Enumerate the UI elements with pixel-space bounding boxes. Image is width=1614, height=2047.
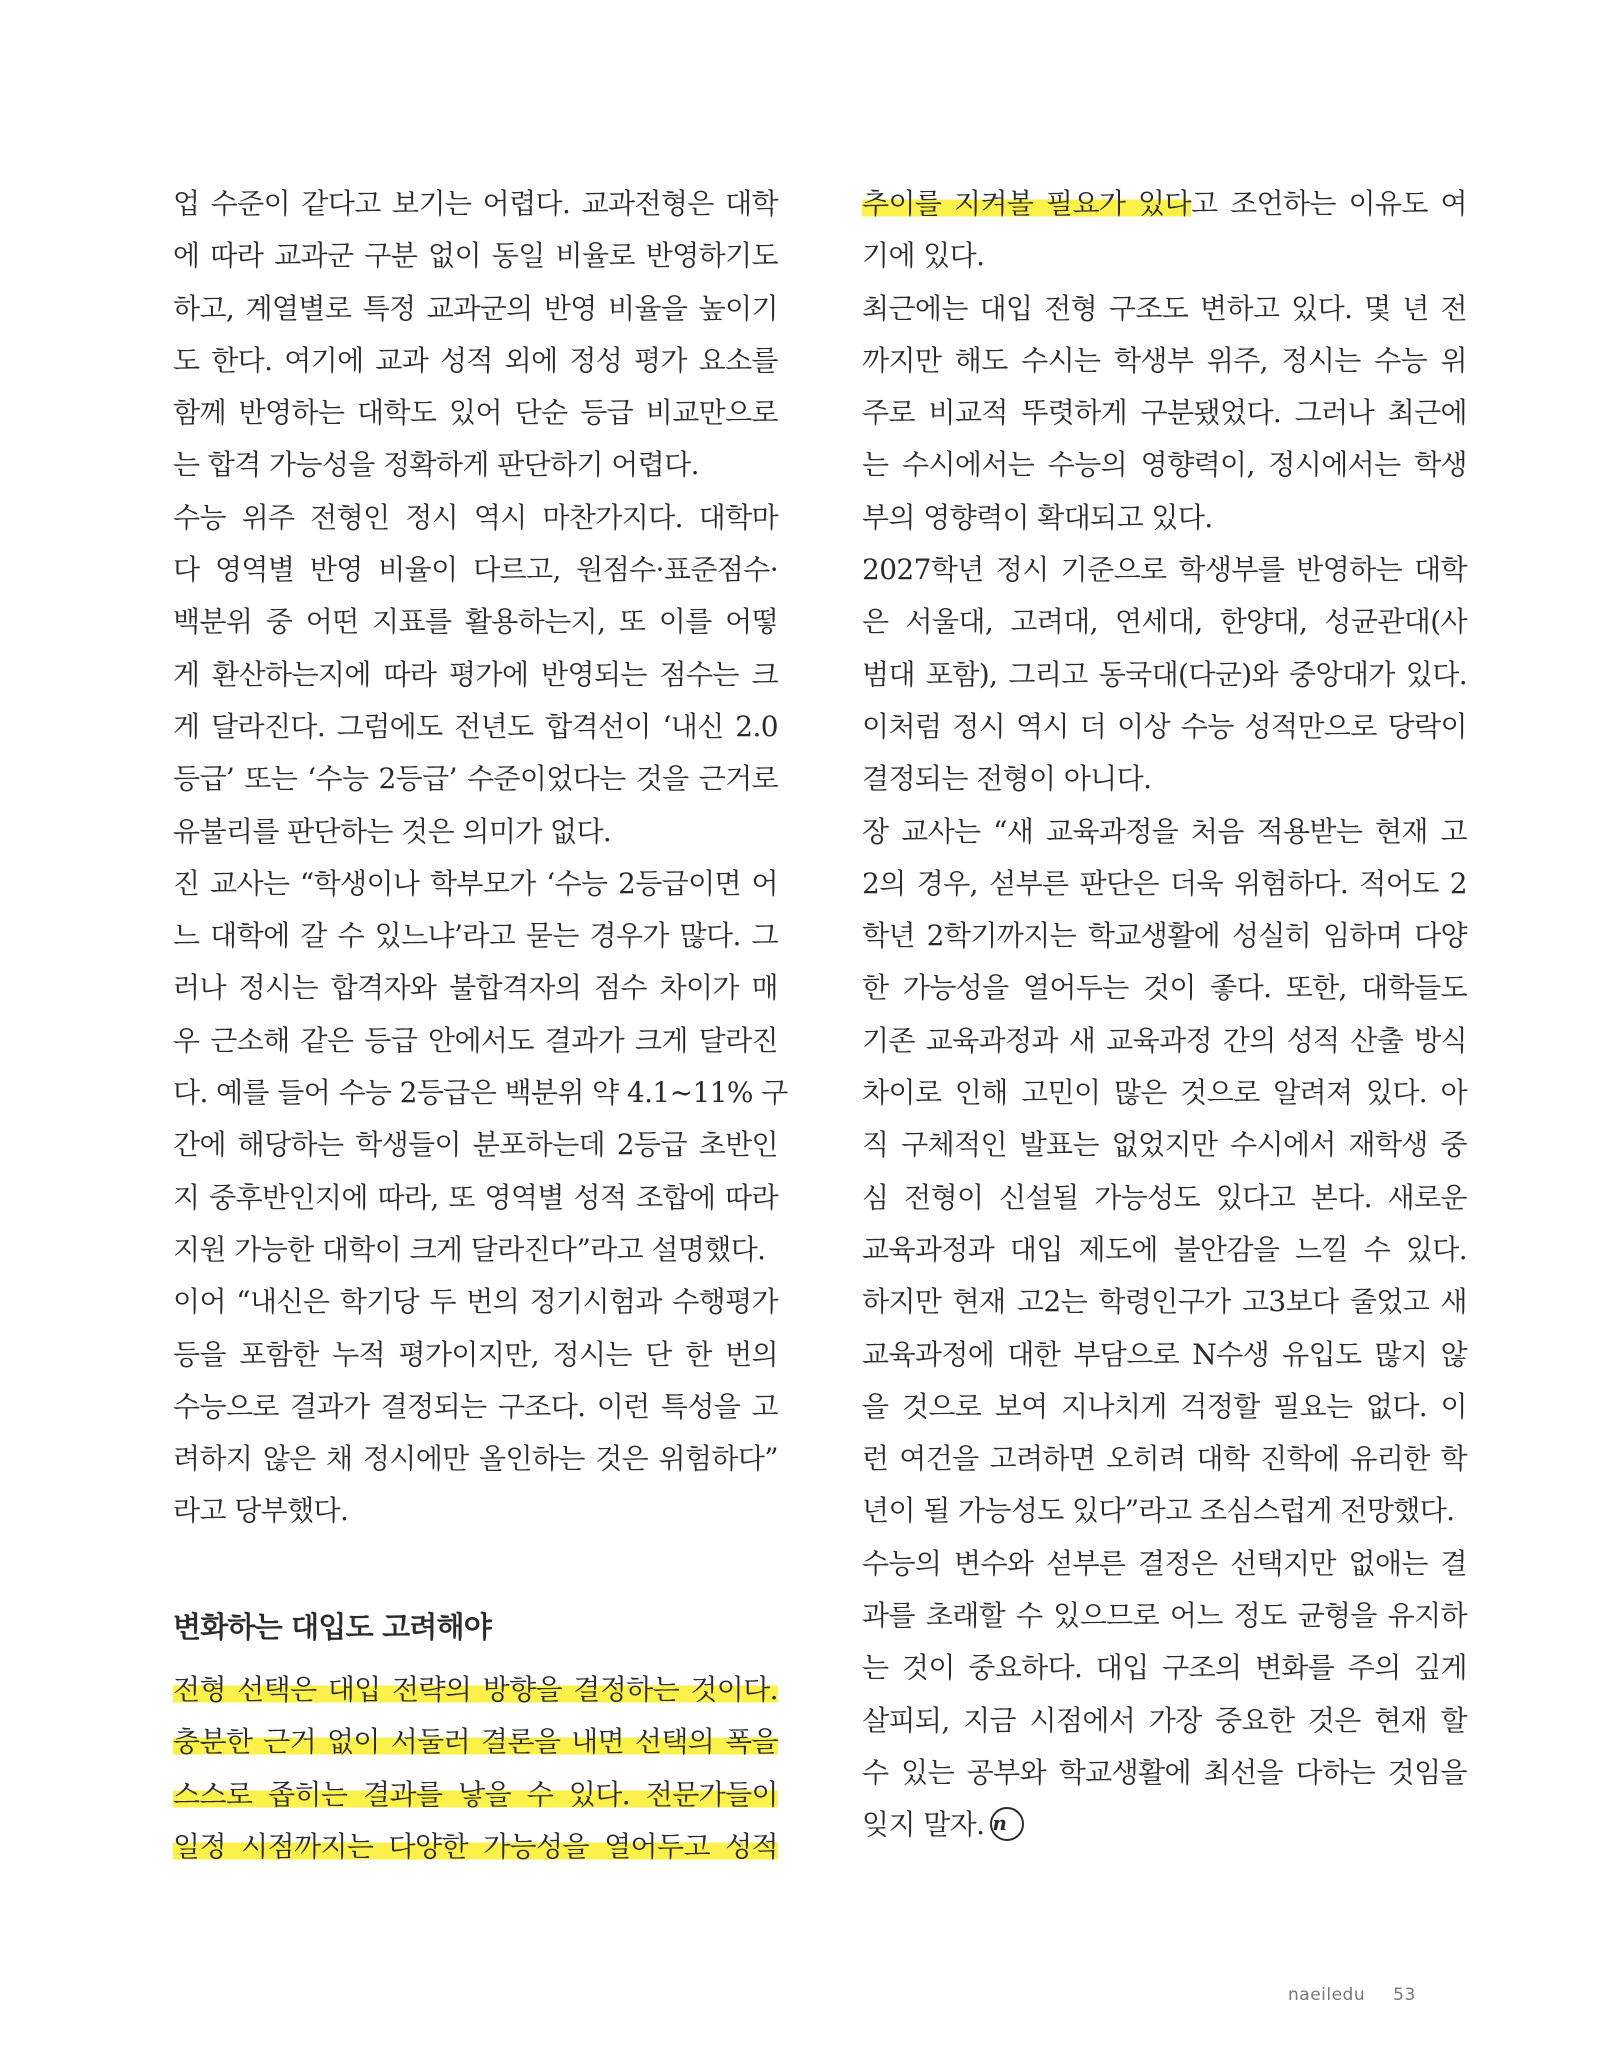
paragraph (862, 806, 1467, 1538)
paragraph (173, 1276, 778, 1537)
page-footer (1288, 1985, 1416, 2005)
text-line: 이처럼 정시 역시 더 이상 수능 성적만으로 당락이 (862, 709, 1467, 743)
text-line: 기존 교육과정과 새 교육과정 간의 성적 산출 방식 (862, 1023, 1467, 1057)
text-line: 런 여건을 고려하면 오히려 대학 진학에 유리한 학 (862, 1442, 1467, 1476)
text-line: 유불리를 판단하는 것은 의미가 없다. (173, 814, 612, 848)
text-line: 는 수시에서는 수능의 영향력이, 정시에서는 학생 (862, 448, 1467, 482)
page-number: 53 (1393, 1985, 1416, 2005)
text-line: 과를 초래할 수 있으므로 어느 정도 균형을 유지하 (862, 1599, 1467, 1633)
paragraph (173, 858, 788, 1276)
text-line: 는 합격 가능성을 정확하게 판단하기 어렵다. (173, 448, 699, 482)
text-line: 교육과정에 대한 부담으로 N수생 유입도 많지 않 (862, 1337, 1467, 1371)
text-line: 함께 반영하는 대학도 있어 단순 등급 비교만으로 (173, 396, 778, 430)
text-line: 살피되, 지금 시점에서 가장 중요한 것은 현재 할 (862, 1703, 1467, 1737)
text-line: 수능 위주 전형인 정시 역시 마찬가지다. 대학마 (173, 500, 778, 534)
text-line: 느 대학에 갈 수 있느냐’라고 묻는 경우가 많다. 그 (173, 919, 778, 953)
text-line: 수 있는 공부와 학교생활에 최선을 다하는 것임을 (862, 1755, 1467, 1789)
text-line: 기에 있다. (862, 239, 985, 273)
text-line: 수능의 변수와 섣부른 결정은 선택지만 없애는 결 (862, 1546, 1467, 1580)
text-line: 지 중후반인지에 따라, 또 영역별 성적 조합에 따라 (173, 1180, 778, 1214)
text-line: 부의 영향력이 확대되고 있다. (862, 500, 1213, 534)
text-line: 진 교사는 “학생이나 학부모가 ‘수능 2등급이면 어 (173, 866, 778, 900)
text-line: 교육과정과 대입 제도에 불안감을 느낄 수 있다. (862, 1232, 1467, 1266)
end-mark-icon: n (990, 1807, 1024, 1841)
paragraph (862, 544, 1467, 805)
text-line: 최근에는 대입 전형 구조도 변하고 있다. 몇 년 전 (862, 291, 1467, 325)
highlighted-text: 일정 시점까지는 다양한 가능성을 열어두고 성적 (173, 1829, 778, 1863)
text-run: 고 조언하는 이유도 여 (1190, 187, 1467, 220)
paragraph (173, 178, 778, 492)
highlighted-text: 충분한 근거 없이 서둘러 결론을 내면 선택의 폭을 (173, 1725, 778, 1759)
text-line: 업 수준이 같다고 보기는 어렵다. 교과전형은 대학 (173, 187, 778, 220)
highlighted-text: 추이를 지켜볼 필요가 있다 (862, 187, 1191, 220)
text-line: 에 따라 교과군 구분 없이 동일 비율로 반영하기도 (173, 239, 778, 273)
text-line (862, 178, 1467, 230)
text-line: 범대 포함), 그리고 동국대(다군)와 중앙대가 있다. (862, 657, 1467, 691)
text-line: 간에 해당하는 학생들이 분포하는데 2등급 초반인 (173, 1128, 778, 1162)
text-line (173, 1664, 778, 1716)
text-line: 지원 가능한 대학이 크게 달라진다”라고 설명했다. (173, 1232, 766, 1266)
text-line: 러나 정시는 합격자와 불합격자의 점수 차이가 매 (173, 971, 778, 1005)
text-line: 도 한다. 여기에 교과 성적 외에 정성 평가 요소를 (173, 343, 778, 377)
text-line: 결정되는 전형이 아니다. (862, 762, 1152, 796)
text-line: 직 구체적인 발표는 없었지만 수시에서 재학생 중 (862, 1128, 1467, 1162)
text-line: 다 영역별 반영 비율이 다르고, 원점수·표준점수· (173, 553, 778, 587)
text-run: 잊지 말자. (862, 1808, 985, 1842)
text-line: 백분위 중 어떤 지표를 활용하는지, 또 이를 어떻 (173, 605, 778, 639)
text-line: 려하지 않은 채 정시에만 올인하는 것은 위험하다” (173, 1442, 778, 1476)
text-line: 은 서울대, 고려대, 연세대, 한양대, 성균관대(사 (862, 605, 1467, 639)
highlighted-text: 전형 선택은 대입 전략의 방향을 결정하는 것이다. (173, 1673, 778, 1707)
text-line: 학년 2학기까지는 학교생활에 성실히 임하며 다양 (862, 919, 1467, 953)
paragraph (862, 178, 1467, 283)
left-column (173, 178, 788, 1873)
text-line: 라고 당부했다. (173, 1494, 349, 1528)
text-line (862, 1799, 1467, 1851)
highlighted-paragraph (173, 1664, 778, 1873)
text-line: 하지만 현재 고2는 학령인구가 고3보다 줄었고 새 (862, 1285, 1467, 1319)
text-line: 장 교사는 “새 교육과정을 처음 적용받는 현재 고 (862, 814, 1467, 848)
text-line: 이어 “내신은 학기당 두 번의 정기시험과 수행평가 (173, 1285, 778, 1319)
text-line: 다. 예를 들어 수능 2등급은 백분위 약 4.1~11% 구 (173, 1076, 788, 1110)
text-line: 2027학년 정시 기준으로 학생부를 반영하는 대학 (862, 553, 1467, 587)
highlighted-text: 스스로 좁히는 결과를 낳을 수 있다. 전문가들이 (173, 1777, 778, 1811)
text-line: 주로 비교적 뚜렷하게 구분됐었다. 그러나 최근에 (862, 396, 1467, 430)
text-line: 등급’ 또는 ‘수능 2등급’ 수준이었다는 것을 근거로 (173, 762, 778, 796)
text-line: 등을 포함한 누적 평가이지만, 정시는 단 한 번의 (173, 1337, 778, 1371)
text-line: 하고, 계열별로 특정 교과군의 반영 비율을 높이기 (173, 291, 778, 325)
text-line (173, 1821, 778, 1873)
text-line: 차이로 인해 고민이 많은 것으로 알려져 있다. 아 (862, 1076, 1467, 1110)
text-line: 는 것이 중요하다. 대입 구조의 변화를 주의 깊게 (862, 1651, 1467, 1685)
text-line: 게 달라진다. 그럼에도 전년도 합격선이 ‘내신 2.0 (173, 709, 778, 743)
magazine-name: naeiledu (1288, 1985, 1366, 2005)
text-line (173, 1769, 778, 1821)
text-line: 우 근소해 같은 등급 안에서도 결과가 크게 달라진 (173, 1023, 778, 1057)
text-line: 수능으로 결과가 결정되는 구조다. 이런 특성을 고 (173, 1389, 778, 1423)
section-heading: 변화하는 대입도 고려해야 (173, 1610, 491, 1645)
text-line (173, 1716, 778, 1768)
paragraph (862, 283, 1467, 544)
text-line: 게 환산하는지에 따라 평가에 반영되는 점수는 크 (173, 657, 778, 691)
right-column (862, 178, 1467, 1852)
text-line: 까지만 해도 수시는 학생부 위주, 정시는 수능 위 (862, 343, 1467, 377)
text-line: 심 전형이 신설될 가능성도 있다고 본다. 새로운 (862, 1180, 1467, 1214)
text-line: 한 가능성을 열어두는 것이 좋다. 또한, 대학들도 (862, 971, 1467, 1005)
paragraph (173, 492, 778, 858)
paragraph (862, 1538, 1467, 1852)
spacer (173, 1538, 778, 1590)
text-line: 을 것으로 보여 지나치게 걱정할 필요는 없다. 이 (862, 1389, 1467, 1423)
text-line: 년이 될 가능성도 있다”라고 조심스럽게 전망했다. (862, 1494, 1455, 1528)
text-line: 2의 경우, 섣부른 판단은 더욱 위험하다. 적어도 2 (862, 866, 1467, 900)
